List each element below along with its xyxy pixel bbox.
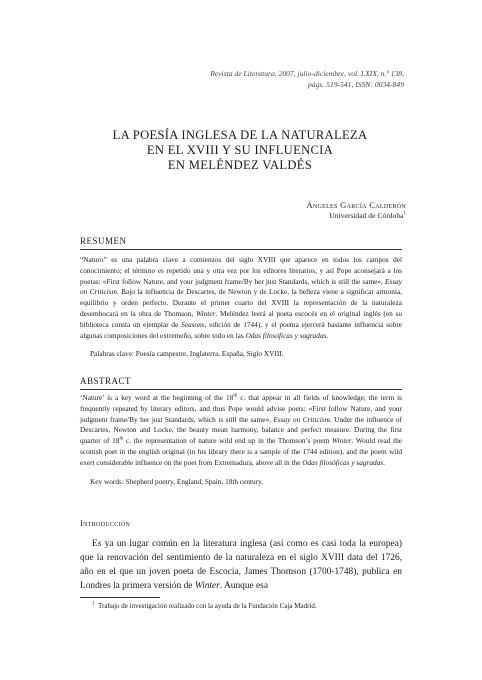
abstract-keywords: Key words: Shepherd poetry, England, Spain, 18th century. (90, 477, 264, 486)
resumen-text-5: . (326, 330, 329, 340)
abstract-winter-title: Winter (331, 436, 352, 446)
resumen-heading: RESUMEN (80, 236, 127, 246)
resumen-seasons-title: Seasons (181, 319, 205, 329)
resumen-text-2: . Bajo la influencia de Descartes, de Newton y de Locke, la belleza viene a significar armonía, equilibrio y orden perfecto. Durante el primer cuarto del XVIII la representación de la naturaleza desembocará en la obra de Thomson, (80, 287, 402, 318)
resumen-text (80, 255, 402, 341)
abstract-text-6: . (383, 457, 385, 467)
abstract-text (80, 393, 402, 469)
journal-reference (104, 68, 404, 90)
abstract-text-4: c. the representation of nature wild end up in the Thomson’s poem (123, 436, 332, 446)
abstract-text-3: . Under the influence of Descartes, Newton and Locke, the beauty mean harmony, balance and perfect measure. During the first quarter of 18 (80, 414, 402, 446)
resumen-text-1: “Naturo” es una palabra clave a comienzos del siglo XVIII que aparece en todos los campos del conocimiento; el término es repetido una y otra vez por los editores literarios, y así Pope aconsejará a los poetas: «First follow Nature, and your judgment frame/By her just Standards, which is still the same», (80, 255, 402, 286)
resumen-winter-title: Winter (195, 308, 216, 318)
resumen-text-3: . Meléndez leerá al poeta escocés en el original inglés (en su biblioteca consta un ejemplar de (80, 308, 403, 329)
introduction-heading: Introducción (80, 518, 131, 528)
title-line-3: EN MELÉNDEZ VALDÉS (167, 158, 313, 172)
author-name-text: Ángeles García Calderón (306, 200, 406, 210)
introduction-text (80, 537, 402, 593)
abstract-text-1: ‘Nature’ is a key word at the beginning of the 18 (80, 393, 234, 402)
abstract-text-5: . Would read the scottish poet in the english original (in his library there is a sample of the 1744 edition), and the poem wild exert considerable influence on the poet from Extremadura, above all in the (80, 436, 402, 467)
title-line-1: LA POESÍA INGLESA DE LA NATURALEZA (112, 128, 368, 142)
abstract-odas-title: Odas filosóficas y sagradas (302, 457, 384, 467)
abstract-th-1: th (233, 393, 238, 399)
abstract-heading: ABSTRACT (80, 376, 132, 386)
introduction-text-1: Es ya un lugar común en la literatura inglesa (así como es casi toda la europea) que la renovación del sentimiento de la naturaleza en el siglo XVIII data del 1726, año en el que un joven poeta de Escocia, James Thomson (1700-1748), publica en Londres la primera versión de (80, 539, 402, 591)
introduction-winter-title: Winter (194, 581, 220, 591)
paper-title (70, 128, 410, 173)
resumen-essay-title: Essay on Criticism (80, 276, 402, 297)
abstract-th-2: th (119, 436, 124, 442)
footnote-rule (80, 597, 160, 598)
abstract-text-2: c. that appear in all fields of knowledge; the term is frequently repeated by literary editors, and thus Pope would advise poets: «First follow Nature, and your judgment frame/By her just Standards, which is still the same», (80, 393, 402, 424)
title-line-2: EN EL XVIII Y SU INFLUENCIA (146, 143, 334, 157)
resumen-text-4: , edición de 1744), y el poema ejercerá bastante influencia sobre algunas composiciones del extremeño, sobre todo en las (80, 319, 402, 340)
journal-line-1: Revista de Literatura, 2007, julio-diciembre, vol. LXIX, n.º 138, (210, 69, 404, 78)
author-affiliation (329, 210, 406, 221)
footnote (92, 601, 402, 611)
affiliation-text: Universidad de Córdoba (329, 211, 404, 220)
affiliation-footnote-mark: 1 (403, 211, 406, 217)
footnote-mark: 1 (92, 601, 95, 607)
resumen-odas-title: Odas filosóficas y sagradas (245, 330, 327, 340)
resumen-keywords: Palabras clave: Poesía campestre, Inglaterra, España, Siglo XVIII. (90, 349, 284, 358)
journal-line-2: págs. 519-541, ISSN: 0034-849 (308, 80, 404, 89)
introduction-text-2: . Aunque esa (219, 581, 268, 591)
abstract-rule (80, 389, 402, 390)
resumen-rule (80, 249, 402, 250)
footnote-text: Trabajo de investigación realizado con la ayuda de la Fundación Caja Madrid. (98, 602, 317, 610)
abstract-essay-title: Essay on Criticism (273, 414, 330, 424)
